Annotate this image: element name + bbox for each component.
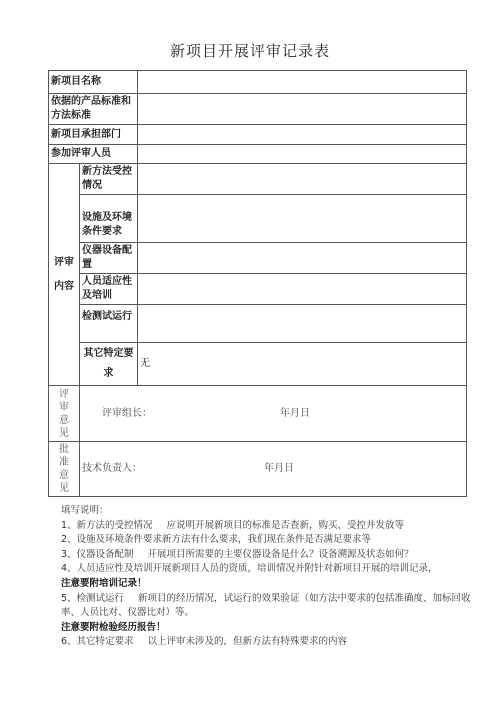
item-value-equipment[interactable] [138, 243, 467, 274]
note-3-title: 3、仪器设备配制 [61, 548, 134, 560]
review-opinion-area[interactable] [80, 386, 467, 442]
note-4-warning: 注意要附培训记录！ [61, 577, 147, 589]
review-content-text: 评审内容 [54, 256, 74, 292]
note-1 [61, 519, 481, 534]
approval-date: 年月日 [264, 463, 294, 474]
note-2: 2、设施及环境条件要求新方法有什么要求，我们现在条件是否满足要求等 [61, 534, 372, 546]
note-3-text: 开展项目所需要的主要仪器设备是什么？设备溯源及状态如何？ [147, 548, 414, 560]
item-value-controlled[interactable] [138, 164, 467, 195]
review-record-table [48, 70, 467, 497]
approval-opinion-char-4: 见 [59, 483, 69, 494]
filling-instructions [61, 504, 481, 650]
reviewers-field[interactable] [138, 145, 467, 164]
review-leader-label: 评审组长： [102, 407, 152, 419]
note-1-text: 应说明开展新项目的标准是否查新，购买、受控并发放等 [166, 519, 405, 531]
review-opinion-label [49, 386, 80, 442]
standard-label: 依据的产品标准和方法标准 [49, 94, 138, 125]
note-5-warning: 注意要附检验经历报告！ [61, 621, 166, 633]
review-opinion-char-2: 审 [59, 401, 69, 413]
note-5-text: 新项目的经历情况，试运行的效果验证（如方法中要求的包括准确度、加标回收率、人员比对、仪器比对）等。 [61, 592, 471, 619]
item-value-personnel[interactable] [138, 274, 467, 305]
project-name-label: 新项目名称 [49, 71, 138, 94]
item-label-facilities: 设施及环境条件要求 [80, 195, 138, 243]
item-label-other: 其它特定要求 [80, 343, 138, 386]
note-3 [61, 548, 481, 563]
item-value-other[interactable]: 无 [138, 343, 467, 386]
notes-heading: 填写说明： [61, 505, 109, 516]
item-label-equipment: 仪器设备配置 [80, 243, 138, 274]
note-5 [61, 592, 481, 621]
note-6 [61, 635, 481, 650]
note-1-title: 1、新方法的受控情况 [61, 519, 153, 531]
item-label-personnel: 人员适应性及培训 [80, 274, 138, 305]
approval-opinion-char-3: 意 [59, 470, 69, 481]
review-date: 年月日 [280, 407, 310, 419]
department-label: 新项目承担部门 [49, 125, 138, 145]
item-label-trial-run: 检测试运行 [80, 305, 138, 343]
tech-lead-label: 技术负责人： [82, 463, 142, 474]
department-field[interactable] [138, 125, 467, 145]
note-6-text: 以上评审未涉及的，但新方法有特殊要求的内容 [147, 636, 348, 648]
approval-opinion-char-1: 批 [59, 444, 69, 455]
approval-opinion-area[interactable] [80, 442, 467, 497]
item-value-trial-run[interactable] [138, 305, 467, 343]
item-value-facilities[interactable] [138, 195, 467, 243]
note-6-title: 6、其它特定要求 [61, 636, 134, 648]
item-label-controlled: 新方法受控情况 [80, 164, 138, 195]
standard-field[interactable] [138, 94, 467, 125]
review-content-label [49, 164, 80, 386]
note-4: 4、人员适应性及培训开展新项目人员的资质，培训情况并附针对新项目开展的培训记录， [61, 563, 438, 575]
page-title: 新项目开展评审记录表 [169, 42, 330, 60]
project-name-field[interactable] [138, 71, 467, 94]
review-opinion-char-3: 意 [59, 414, 69, 426]
approval-opinion-char-2: 准 [59, 457, 69, 468]
reviewers-label: 参加评审人员 [49, 145, 138, 164]
approval-opinion-label [49, 442, 80, 497]
review-opinion-char-4: 见 [59, 427, 69, 439]
note-5-title: 5、检测试运行 [61, 592, 125, 604]
review-opinion-char-1: 评 [59, 388, 69, 400]
